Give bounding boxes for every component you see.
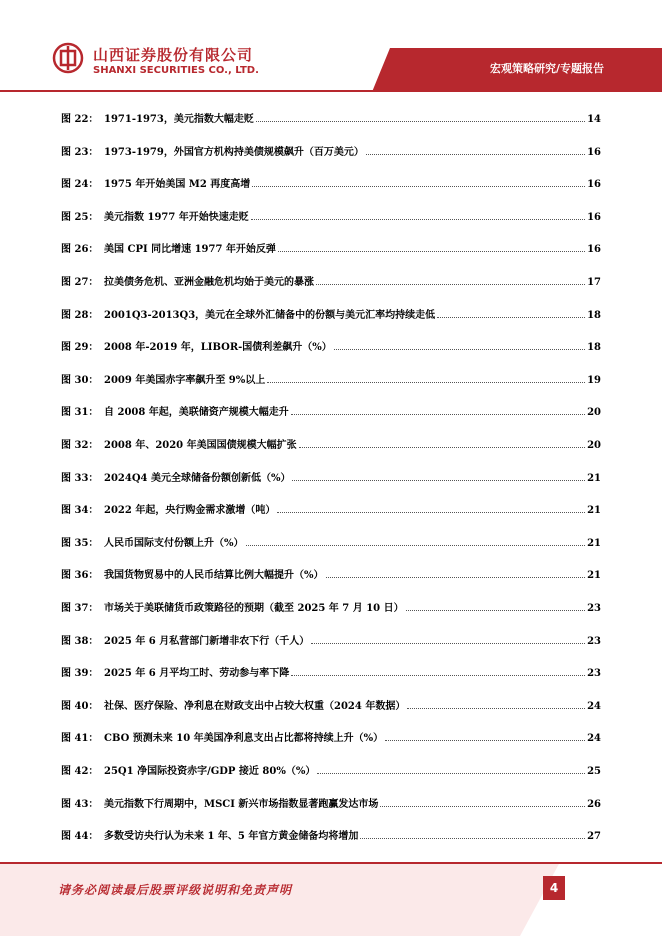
toc-entry-page: 16	[587, 179, 601, 191]
page-number: 4	[543, 876, 565, 900]
toc-entry-title: 2001Q3-2013Q3，美元在全球外汇储备中的份额与美元汇率均持续走低	[104, 309, 436, 321]
toc-entry-label: 图 32：	[61, 440, 99, 451]
toc-entry-title: 1971-1973，美元指数大幅走贬	[104, 114, 254, 125]
toc-entry[interactable]	[61, 273, 601, 289]
toc-entry-label: 图 28：	[61, 309, 99, 321]
toc-entry-label: 图 37：	[61, 603, 99, 614]
toc-entry-page: 20	[587, 407, 601, 419]
toc-entry[interactable]	[61, 501, 601, 517]
toc-leader-dots	[317, 762, 585, 774]
toc-entry-title: 1975 年开始美国 M2 再度高增	[104, 179, 251, 191]
toc-entry-label: 图 42：	[61, 766, 99, 777]
toc-leader-dots	[299, 436, 585, 448]
toc-entry-title: 2025 年 6 月平均工时、劳动参与率下降	[104, 668, 290, 680]
toc-entry-label: 图 33：	[61, 472, 99, 484]
toc-entry-title: 2025 年 6 月私营部门新增非农下行（千人）	[104, 635, 310, 647]
toc-entry-label: 图 38：	[61, 635, 99, 647]
toc-entry-label: 图 30：	[61, 374, 99, 386]
report-type: 宏观策略研究/专题报告	[489, 62, 604, 75]
toc-entry-title: 美元指数下行周期中，MSCI 新兴市场指数显著跑赢发达市场	[104, 798, 379, 810]
toc-entry-page: 16	[587, 244, 601, 256]
toc-entry-page: 18	[587, 342, 601, 354]
toc-leader-dots	[385, 729, 585, 741]
toc-entry-page: 26	[587, 798, 601, 810]
toc-entry-page: 14	[587, 114, 601, 125]
toc-entry-label: 图 29：	[61, 342, 99, 354]
toc-entry-page: 16	[587, 211, 601, 223]
toc-leader-dots	[267, 371, 585, 383]
toc-entry-page: 21	[587, 505, 601, 517]
toc-entry[interactable]	[61, 729, 601, 745]
toc-entry[interactable]	[61, 697, 601, 713]
toc-entry-title: 多数受访央行认为未来 1 年、5 年官方黄金储备均将增加	[104, 831, 359, 843]
toc-entry-title: 自 2008 年起，美联储资产规模大幅走升	[104, 407, 289, 419]
toc-entry-title: 2009 年美国赤字率飙升至 9%以上	[104, 374, 266, 386]
toc-leader-dots	[311, 632, 585, 644]
toc-entry[interactable]	[61, 827, 601, 843]
toc-entry-page: 23	[587, 603, 601, 614]
toc-entry-title: 2022 年起，央行购金需求激增（吨）	[104, 505, 276, 517]
toc-entry-title: 2008 年-2019 年，LIBOR-国债利差飙升（%）	[104, 342, 332, 354]
toc-entry-label: 图 24：	[61, 179, 99, 191]
toc-leader-dots	[334, 338, 585, 350]
toc-entry-page: 21	[587, 570, 601, 582]
toc-leader-dots	[277, 501, 585, 513]
toc-entry-label: 图 40：	[61, 700, 99, 712]
toc-entry-page: 17	[587, 277, 601, 288]
toc-entry-label: 图 43：	[61, 798, 99, 810]
toc-leader-dots	[326, 566, 586, 578]
toc-entry[interactable]	[61, 762, 601, 778]
toc-entry[interactable]	[61, 143, 601, 159]
toc-entry-page: 25	[587, 766, 601, 777]
toc-entry-page: 21	[587, 537, 601, 549]
company-name-en: SHANXI SECURITIES CO., LTD.	[93, 65, 259, 76]
toc-entry-label: 图 44：	[61, 831, 99, 843]
toc-entry-page: 16	[587, 146, 601, 158]
toc-entry-title: 美国 CPI 同比增速 1977 年开始反弹	[104, 244, 276, 256]
disclaimer-text: 请务必阅读最后股票评级说明和免责声明	[58, 883, 293, 897]
page-header	[0, 0, 662, 92]
toc-entry[interactable]	[61, 110, 601, 126]
toc-entry[interactable]	[61, 795, 601, 811]
toc-entry[interactable]	[61, 371, 601, 387]
toc-entry[interactable]	[61, 208, 601, 224]
toc-entry[interactable]	[61, 566, 601, 582]
toc-entry-label: 图 23：	[61, 146, 99, 158]
toc-entry-page: 20	[587, 440, 601, 451]
toc-entry-title: 1973-1979，外国官方机构持美债规模飙升（百万美元）	[104, 146, 364, 158]
toc-leader-dots	[406, 599, 585, 611]
toc-entry[interactable]	[61, 469, 601, 485]
company-name-cn: 山西证券股份有限公司	[93, 46, 254, 64]
toc-entry-label: 图 22：	[61, 114, 99, 125]
toc-leader-dots	[292, 469, 585, 481]
toc-entry-label: 图 25：	[61, 211, 99, 223]
toc-entry-title: 社保、医疗保险、净利息在财政支出中占较大权重（2024 年数据）	[104, 700, 406, 712]
toc-entry-page: 24	[587, 700, 601, 712]
toc-entry-label: 图 27：	[61, 277, 99, 288]
toc-leader-dots	[278, 240, 585, 252]
toc-entry-page: 19	[587, 374, 601, 386]
toc-leader-dots	[366, 143, 585, 155]
toc-entry-title: CBO 预测未来 10 年美国净利息支出占比都将持续上升（%）	[104, 733, 384, 745]
toc-leader-dots	[246, 534, 586, 546]
company-logo-icon	[52, 42, 84, 74]
toc-entry-page: 18	[587, 309, 601, 321]
toc-entry-page: 23	[587, 668, 601, 680]
toc-leader-dots	[437, 306, 585, 318]
toc-leader-dots	[256, 110, 585, 122]
toc-entry[interactable]	[61, 403, 601, 419]
toc-leader-dots	[380, 795, 585, 807]
toc-entry-page: 23	[587, 635, 601, 647]
toc-entry-page: 24	[587, 733, 601, 745]
toc-entry-title: 2008 年、2020 年美国国债规模大幅扩张	[104, 440, 297, 451]
toc-leader-dots	[360, 827, 585, 839]
toc-leader-dots	[251, 208, 585, 220]
toc-entry-label: 图 31：	[61, 407, 99, 419]
toc-entry-label: 图 35：	[61, 537, 99, 549]
toc-entry-title: 美元指数 1977 年开始快速走贬	[104, 211, 249, 223]
toc-leader-dots	[252, 175, 585, 187]
toc-entry[interactable]	[61, 338, 601, 354]
toc-leader-dots	[291, 403, 585, 415]
toc-entry-title: 拉美债务危机、亚洲金融危机均始于美元的暴涨	[104, 277, 314, 288]
toc-entry-title: 我国货物贸易中的人民币结算比例大幅提升（%）	[104, 570, 324, 582]
toc-entry[interactable]	[61, 306, 601, 322]
toc-entry-title: 人民币国际支付份额上升（%）	[104, 537, 244, 549]
toc-entry-page: 21	[587, 472, 601, 484]
toc-entry-label: 图 34：	[61, 505, 99, 517]
toc-entry-page: 27	[587, 831, 601, 843]
toc-entry-label: 图 36：	[61, 570, 99, 582]
toc-leader-dots	[407, 697, 585, 709]
toc-entry-label: 图 41：	[61, 733, 99, 745]
toc-entry-title: 2024Q4 美元全球储备份额创新低（%）	[104, 472, 291, 484]
toc-entry[interactable]	[61, 175, 601, 191]
toc-entry-label: 图 26：	[61, 244, 99, 256]
toc-entry[interactable]	[61, 240, 601, 256]
toc-entry-title: 市场关于美联储货币政策路径的预期（截至 2025 年 7 月 10 日）	[104, 603, 404, 614]
toc-entry[interactable]	[61, 534, 601, 550]
toc-entry[interactable]	[61, 632, 601, 648]
toc-entry-title: 25Q1 净国际投资赤字/GDP 接近 80%（%）	[104, 766, 316, 777]
toc-leader-dots	[316, 273, 585, 285]
toc-entry[interactable]	[61, 664, 601, 680]
toc-entry[interactable]	[61, 599, 601, 615]
toc-entry-label: 图 39：	[61, 668, 99, 680]
toc-leader-dots	[291, 664, 585, 676]
toc-entry[interactable]	[61, 436, 601, 452]
